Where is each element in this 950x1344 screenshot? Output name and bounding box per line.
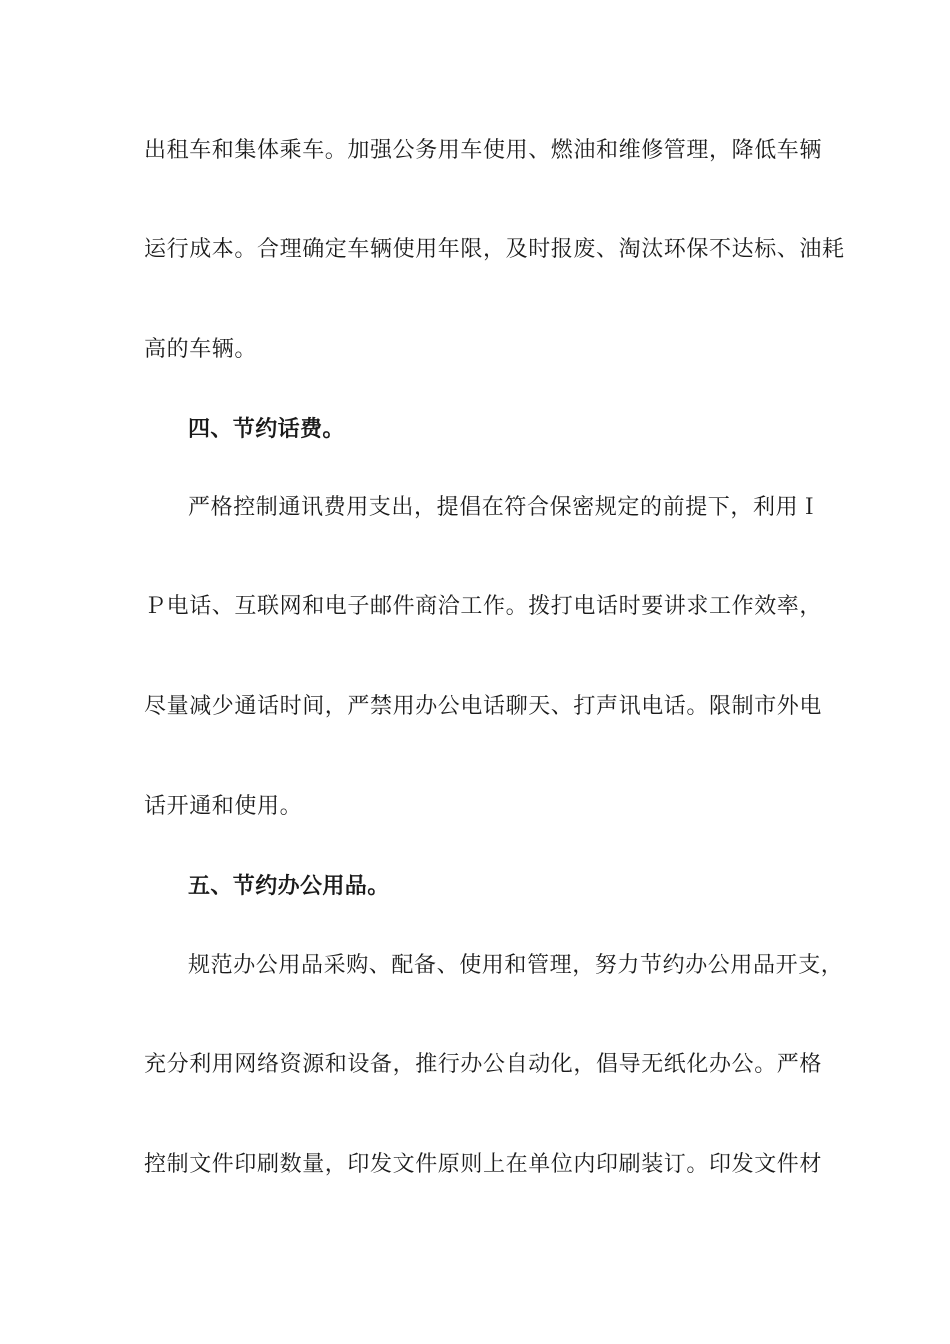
paragraph-line: 充分利用网络资源和设备，推行办公自动化，倡导无纸化办公。严格: [144, 1052, 823, 1077]
section-heading-save-phone-costs: 四、节约话费。: [188, 417, 345, 442]
paragraph-line: 高的车辆。: [144, 337, 258, 362]
paragraph-line: 严格控制通讯费用支出，提倡在符合保密规定的前提下，利用Ｉ: [188, 495, 821, 520]
paragraph-line: 尽量减少通话时间，严禁用办公电话聊天、打声讯电话。限制市外电: [144, 694, 823, 719]
paragraph-line: 出租车和集体乘车。加强公务用车使用、燃油和维修管理，降低车辆: [144, 138, 823, 163]
paragraph-line: 话开通和使用。: [144, 794, 303, 819]
section-heading-save-office-supplies: 五、节约办公用品。: [188, 874, 390, 899]
paragraph-line: 规范办公用品采购、配备、使用和管理，努力节约办公用品开支，: [188, 953, 844, 978]
paragraph-line: 控制文件印刷数量，印发文件原则上在单位内印刷装订。印发文件材: [144, 1152, 823, 1177]
paragraph-line: Ｐ电话、互联网和电子邮件商洽工作。拨打电话时要讲求工作效率，: [144, 594, 823, 619]
paragraph-line: 运行成本。合理确定车辆使用年限，及时报废、淘汰环保不达标、油耗: [144, 237, 845, 262]
